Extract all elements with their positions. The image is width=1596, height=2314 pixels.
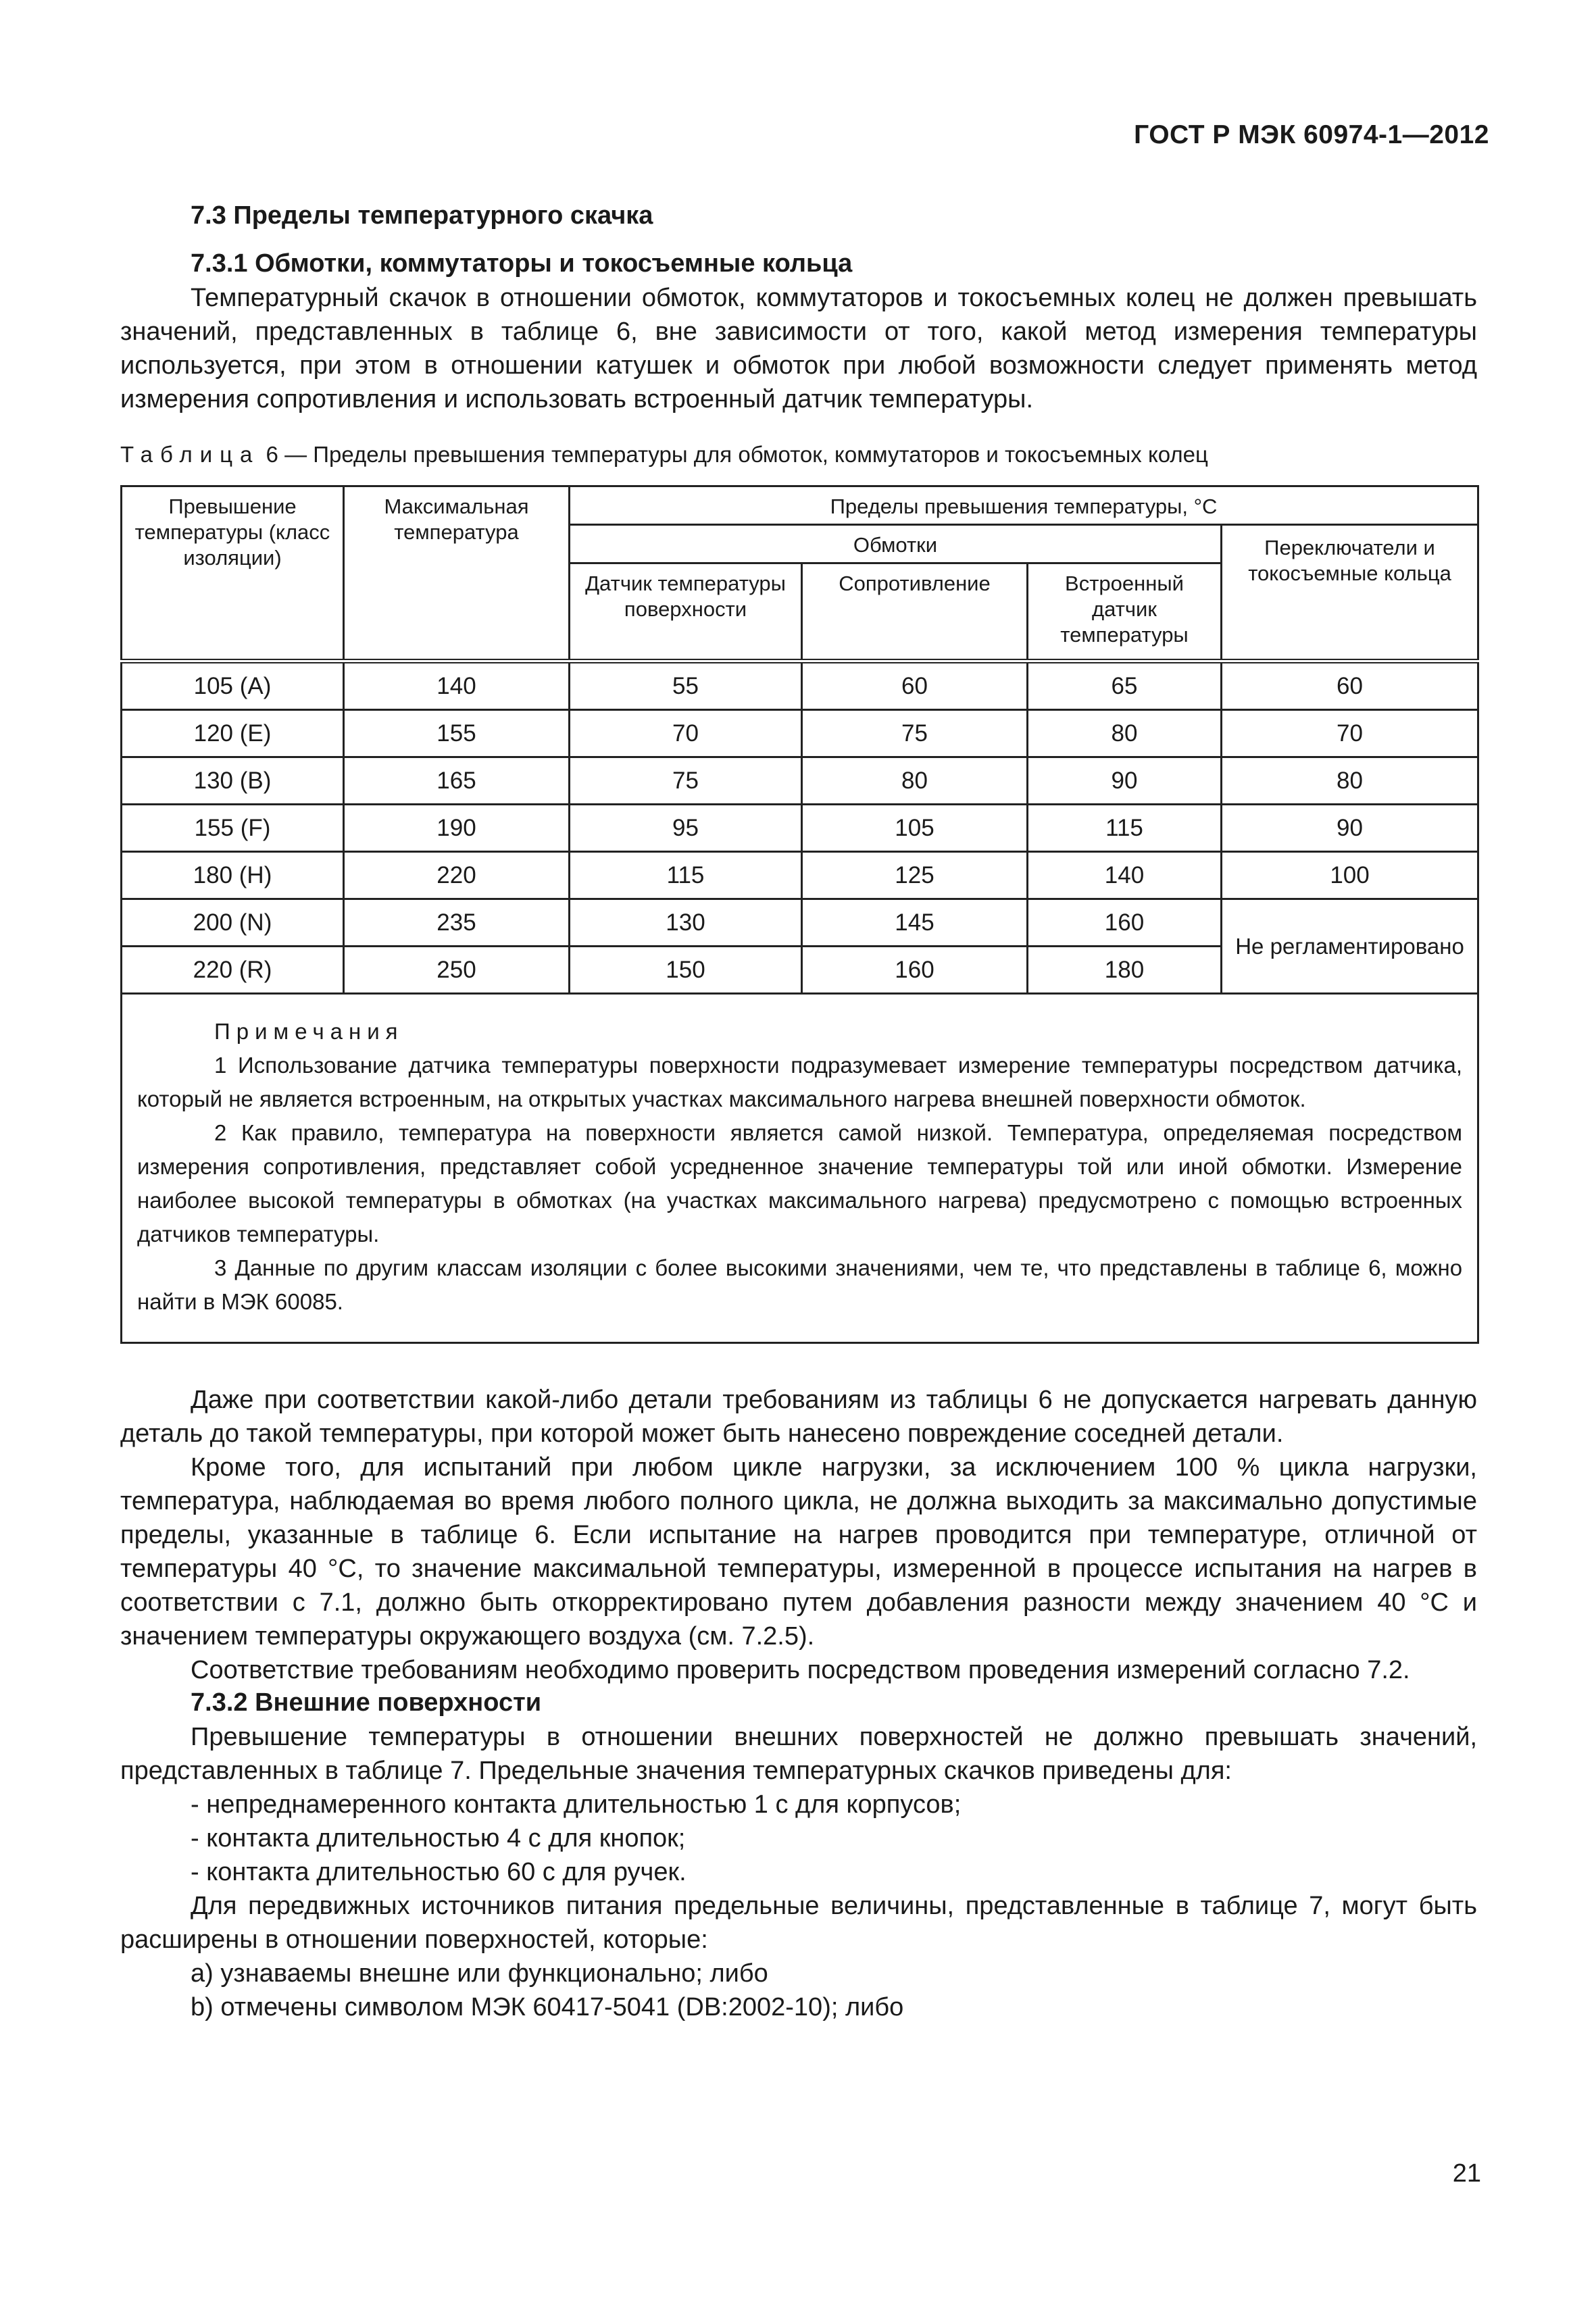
- table-row: [122, 805, 1478, 852]
- cell-max-temp: 140: [344, 661, 570, 710]
- list-item: a) узнаваемы внешне или функционально; либо: [191, 1959, 768, 1988]
- table-row: [122, 661, 1478, 710]
- section-7-3-2-title: 7.3.2 Внешние поверхности: [191, 1688, 542, 1717]
- table-row: [122, 852, 1478, 899]
- cell-embedded: 115: [1028, 805, 1222, 852]
- header-switches-rings: Переключатели и токосъемные кольца: [1222, 525, 1478, 661]
- table-6-caption: [120, 442, 1477, 468]
- cell-resistance: 125: [802, 852, 1028, 899]
- list-item: - непреднамеренного контакта длительностью 1 с для корпусов;: [191, 1790, 962, 1819]
- table-6-caption-text: 6 — Пределы превышения температуры для обмоток, коммутаторов и токосъемных колец: [259, 442, 1208, 467]
- cell-resistance: 145: [802, 899, 1028, 947]
- cell-surface: 115: [570, 852, 802, 899]
- cell-max-temp: 220: [344, 852, 570, 899]
- cell-resistance: 105: [802, 805, 1028, 852]
- header-max-temperature: Максимальная температура: [344, 486, 570, 661]
- list-item: - контакта длительностью 60 с для ручек.: [191, 1858, 687, 1886]
- after-table-paragraph-1: Даже при соответствии какой-либо детали требованиям из таблицы 6 не допускается нагревать данную деталь до такой температуры, при которой может быть нанесено повреждение соседней детали.: [120, 1386, 1477, 1448]
- table-row: [122, 899, 1478, 947]
- cell-embedded: 160: [1028, 899, 1222, 947]
- cell-surface: 70: [570, 710, 802, 757]
- cell-surface: 130: [570, 899, 802, 947]
- cell-not-regulated: Не регламентировано: [1222, 899, 1478, 994]
- cell-surface: 150: [570, 947, 802, 994]
- cell-embedded: 180: [1028, 947, 1222, 994]
- list-item: - контакта длительностью 4 с для кнопок;: [191, 1824, 686, 1853]
- cell-max-temp: 190: [344, 805, 570, 852]
- header-windings: Обмотки: [570, 525, 1222, 563]
- after-table-paragraph-3: Соответствие требованиям необходимо проверить посредством проведения измерений согласно 7.2.: [191, 1656, 1410, 1684]
- cell-class: 180 (H): [122, 852, 344, 899]
- cell-max-temp: 165: [344, 757, 570, 805]
- table-notes-row: [122, 994, 1478, 1343]
- after-table-paragraph-2: Кроме того, для испытаний при любом цикле нагрузки, за исключением 100 % цикла нагрузки, температура, наблюдаемая во время любого полного цикла, не должна выходить за максимально допустимые пределы, указанные в таблице 6. Если испытание на нагрев проводится при температуре, отличной от температуры 40 °С, то значение максимальной температуры, измеренной в процессе испытания на нагрев в соответствии с 7.1, должно быть откорректировано путем добавления разности между значением 40 °С и значением температуры окружающего воздуха (см. 7.2.5).: [120, 1453, 1477, 1651]
- cell-max-temp: 250: [344, 947, 570, 994]
- header-insulation-class: Превышение температуры (класс изоляции): [122, 486, 344, 661]
- cell-max-temp: 155: [344, 710, 570, 757]
- table-6-caption-label: Таблица: [120, 442, 260, 467]
- section-7-3-title: 7.3 Пределы температурного скачка: [191, 201, 653, 230]
- note-2: 2 Как правило, температура на поверхности является самой низкой. Температура, определяемая посредством измерения сопротивления, представляет собой усредненное значение температуры той или иной обмотки. Измерение наиболее высокой температуры в обмотках (на участках максимального нагрева) предусмотрено с помощью встроенных датчиков температуры.: [137, 1120, 1463, 1247]
- cell-resistance: 80: [802, 757, 1028, 805]
- cell-embedded: 140: [1028, 852, 1222, 899]
- cell-class: 220 (R): [122, 947, 344, 994]
- document-header: ГОСТ Р МЭК 60974-1—2012: [1134, 120, 1489, 149]
- cell-class: 120 (E): [122, 710, 344, 757]
- cell-class: 105 (A): [122, 661, 344, 710]
- cell-class: 130 (B): [122, 757, 344, 805]
- cell-class: 155 (F): [122, 805, 344, 852]
- header-embedded-sensor: Встроенный датчик температуры: [1028, 563, 1222, 661]
- note-3: 3 Данные по другим классам изоляции с более высокими значениями, чем те, что представлены в таблице 6, можно найти в МЭК 60085.: [137, 1255, 1463, 1314]
- table-notes: [122, 994, 1478, 1343]
- after-table-section: [120, 1383, 1477, 1687]
- cell-surface: 55: [570, 661, 802, 710]
- header-surface-sensor: Датчик температуры поверхности: [570, 563, 802, 661]
- cell-switches: 70: [1222, 710, 1478, 757]
- notes-title: Примечания: [214, 1019, 404, 1044]
- note-1: 1 Использование датчика температуры поверхности подразумевает измерение температуры посредством датчика, который не является встроенным, на открытых участках максимального нагрева внешней поверхности обмоток.: [137, 1053, 1463, 1111]
- cell-switches: 60: [1222, 661, 1478, 710]
- cell-switches: 100: [1222, 852, 1478, 899]
- section-7-3-2-paragraph-2: Для передвижных источников питания предельные величины, представленные в таблице 7, могут быть расширены в отношении поверхностей, которые:: [120, 1892, 1477, 1954]
- page-content: [120, 201, 1477, 2024]
- cell-resistance: 160: [802, 947, 1028, 994]
- table-6: [120, 485, 1479, 1344]
- header-resistance: Сопротивление: [802, 563, 1028, 661]
- cell-resistance: 60: [802, 661, 1028, 710]
- cell-surface: 75: [570, 757, 802, 805]
- section-7-3-1-paragraph: Температурный скачок в отношении обмоток, коммутаторов и токосъемных колец не должен превышать значений, представленных в таблице 6, вне зависимости от того, какой метод измерения температуры используется, при этом в отношении катушек и обмоток при любой возможности следует применять метод измерения сопротивления и использовать встроенный датчик температуры.: [120, 284, 1477, 413]
- cell-switches: 90: [1222, 805, 1478, 852]
- cell-class: 200 (N): [122, 899, 344, 947]
- cell-embedded: 80: [1028, 710, 1222, 757]
- header-temperature-limits: Пределы превышения температуры, °С: [570, 486, 1478, 525]
- section-7-3-1-title: 7.3.1 Обмотки, коммутаторы и токосъемные кольца: [191, 249, 853, 278]
- list-item: b) отмечены символом МЭК 60417-5041 (DB:2002-10); либо: [191, 1993, 904, 2021]
- cell-max-temp: 235: [344, 899, 570, 947]
- section-7-3-2-paragraph-1: Превышение температуры в отношении внешних поверхностей не должно превышать значений, представленных в таблице 7. Предельные значения температурных скачков приведены для:: [120, 1723, 1477, 1785]
- page-number: 21: [1452, 2159, 1481, 2188]
- cell-embedded: 90: [1028, 757, 1222, 805]
- table-row: [122, 710, 1478, 757]
- cell-embedded: 65: [1028, 661, 1222, 710]
- cell-switches: 80: [1222, 757, 1478, 805]
- cell-resistance: 75: [802, 710, 1028, 757]
- cell-surface: 95: [570, 805, 802, 852]
- table-row: [122, 757, 1478, 805]
